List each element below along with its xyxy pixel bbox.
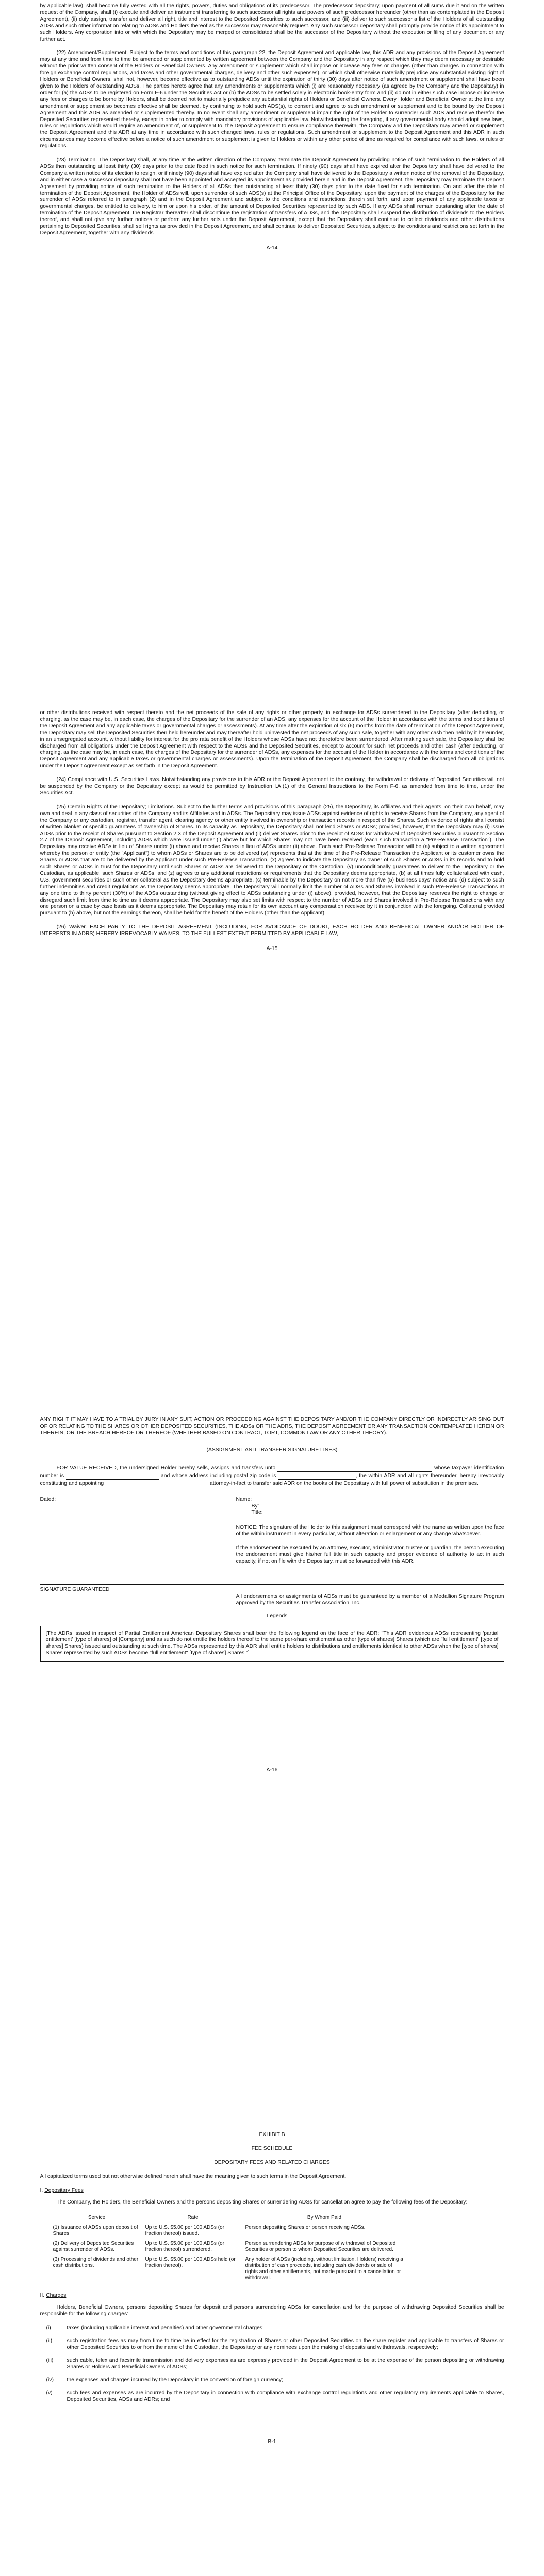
page-a16 [40, 1417, 504, 2124]
date-line[interactable] [57, 1497, 135, 1503]
section-title: Depositary Fees [44, 2187, 84, 2193]
list-item-label: (ii) [46, 2338, 53, 2344]
name-label: Name: [236, 1496, 252, 1502]
legends-label: Legends [267, 1613, 288, 1619]
table-cell-paid: Person surrendering ADSs for purpose of withdrawal of Deposited Securities or person to whom Deposited Securities are delivered. [243, 2239, 406, 2255]
list-item [40, 2325, 504, 2332]
list-item-label: (iv) [46, 2377, 54, 2383]
address-line[interactable] [278, 1473, 356, 1480]
paragraph-number: (23) [56, 157, 66, 163]
paragraph-number: (26) [56, 924, 66, 930]
name-block [236, 1497, 504, 1517]
signature-guaranteed-label: SIGNATURE GUARANTEED [40, 1586, 110, 1592]
title-label: Title: [251, 1510, 263, 1516]
list-item-text: such registration fees as may from time to time be in effect for the registration of Shares or other Deposited Securities on the share register and applicable to transfers of Shares or other Deposited Securities to or from the name of the Custodian, the Depositary or any nominees upon the making of deposits and withdrawals, respectively; [67, 2338, 504, 2350]
table-cell-paid: Any holder of ADSs (including, without limitation, Holders) receiving a distribution of cash proceeds, including cash dividends or sale of rights and other entitlements, not made pursuant to a cancellation or withdrawal. [243, 2255, 406, 2283]
exhibit-title: EXHIBIT B [259, 2132, 285, 2138]
service-text: Processing of dividends and other cash distributions. [53, 2257, 139, 2269]
section-number: I. [40, 2187, 43, 2193]
paragraph-title: Compliance with U.S. Securities Laws [68, 777, 159, 783]
legend-box: [The ADRs issued in respect of Partial Entitlement American Depositary Shares shall bear the following legend on the face of the ADR: "This ADR evidences ADSs representing 'partial entitlement' [type of shares] of [Company] and as such do not entitle the holders thereof to the same per-share entitlement as other [type of shares] Shares (which are "full entitlement" [type of shares] Shares) issued and outstanding at such time. The ADSs represented by this ADR shall entitle holders to distributions and entitlements identical to other ADSs when the [type of shares] Shares represented by such ADSs become "full entitlement" [type of shares] Shares."] [40, 1626, 504, 1662]
table-row [51, 2255, 406, 2283]
section-2-heading [40, 2293, 504, 2299]
table-cell-service [51, 2223, 143, 2239]
paragraph-23 [40, 157, 504, 237]
section-number: II. [40, 2293, 45, 2299]
table-cell-rate: Up to U.S. $5.00 per 100 ADSs held (or fraction thereof). [143, 2255, 243, 2283]
table-header-row [51, 2213, 406, 2223]
section-2-text: Holders, Beneficial Owners, persons depositing Shares for deposit and persons surrendering ADSs for cancellation and for the purpose of withdrawing Deposited Securities shall be responsible for the following charges: [40, 2304, 504, 2317]
paragraph-number: (25) [56, 804, 66, 810]
paragraph-22 [40, 50, 504, 150]
paragraph-text: . Notwithstanding any provisions in this ADR or the Deposit Agreement to the contrary, the withdrawal or delivery of Deposited Securities will not be suspended by the Company or the Depositary except as would be permitted by Instruction I.A.(1) of the General Instructions to the Form F-6, as amended from time to time, under the Securities Act. [40, 777, 504, 796]
page-number: A-15 [266, 946, 278, 952]
fees-table [51, 2213, 406, 2283]
paragraph-number: (24) [56, 777, 66, 783]
table-cell-paid: Person depositing Shares or person receiving ADSs. [243, 2223, 406, 2239]
taxpayer-id-line[interactable] [66, 1473, 159, 1480]
assignment-text-1: FOR VALUE RECEIVED, the undersigned Holder hereby sells, assigns and transfers unto [56, 1465, 276, 1471]
by-label: By: [251, 1503, 259, 1509]
list-item [40, 2338, 504, 2351]
assignment-text [40, 1464, 504, 1487]
list-item-text: such cable, telex and facsimile transmission and delivery expenses as are expressly provided in the Deposit Agreement to be at the expense of the person depositing or withdrawing Shares or Holders and Beneficial Owners of ADSs; [67, 2357, 504, 2370]
dated-block [40, 1497, 236, 1517]
paragraph-title: Waiver [69, 924, 86, 930]
paragraph-text: . Subject to the further terms and provisions of this paragraph (25), the Depositary, its Affiliates and their agents, on their own behalf, may own and deal in any class of securities of the Company and its Affiliates and in ADSs. The Depositary may issue ADSs against evidence of rights to receive Shares from the Company, any agent of the Company or any custodian, registrar, transfer agent, clearing agency or other entity involved in ownership or transaction records in respect of the Shares. Such evidence of rights shall consist of written blanket or specific guarantees of ownership of Shares. In its capacity as Depositary, the Depositary shall not lend Shares or ADSs; provided, however, that the Depositary may (i) issue ADSs prior to the receipt of Shares pursuant to Section 2.3 of the Deposit Agreement and (ii) deliver Shares prior to the receipt of ADSs for withdrawal of Deposited Securities pursuant to Section 2.7 of the Deposit Agreement, including ADSs which were issued under (i) above but for which Shares may not have been received (each such transaction a "Pre-Release Transaction"). The Depositary may receive ADSs in lieu of Shares under (i) above and receive Shares in lieu of ADSs under (ii) above. Each such Pre-Release Transaction will be (a) subject to a written agreement whereby the person or entity (the "Applicant") to whom ADSs or Shares are to be delivered (w) represents that at the time of the Pre-Release Transaction the Applicant or its customer owns the Shares or ADSs that are to be delivered by the Applicant under such Pre-Release Transaction, (x) agrees to indicate the Depositary as owner of such Shares or ADSs in its records and to hold such Shares or ADSs in trust for the Depositary until such Shares or ADSs are delivered to the Depositary or the Custodian, (y) unconditionally guarantees to deliver to the Depositary or the Custodian, as applicable, such Shares or ADSs, and (z) agrees to any additional restrictions or requirements that the Depositary deems appropriate, (b) at all times fully collateralized with cash, U.S. government securities or such other collateral as the Depositary deems appropriate, (c) terminable by the Depositary on not more than five (5) business days' notice and (d) subject to such further indemnities and credit regulations as the Depositary deems appropriate. The Depositary will normally limit the number of ADSs and Shares involved in such Pre-Release Transactions at any one time to thirty percent (30%) of the ADSs outstanding (without giving effect to ADSs outstanding under (i) above), provided, however, that the Depositary reserves the right to change or disregard such limit from time to time as it deems appropriate. The Depositary may also set limits with respect to the number of ADSs and Shares involved in Pre-Release Transactions with any one person on a case by case basis as it deems appropriate. The Depositary may retain for its own account any compensation received by it in conjunction with the foregoing. Collateral provided pursuant to (b) above, but not the earnings thereon, shall be held for the benefit of the Holders (other than the Applicant). [40, 804, 504, 917]
list-item [40, 2377, 504, 2384]
endorsement-notice: If the endorsement be executed by an attorney, executor, administrator, trustee or guardian, the person executing the endorsement must give his/her full title in such capacity and proper evidence of authority to act in such capacity, if not on file with the Depositary, must be forwarded with this ADR. [236, 1545, 504, 1564]
assignment-text-3: and whose address including postal zip code is [160, 1472, 276, 1479]
list-item-label: (v) [46, 2389, 53, 2396]
table-cell-service [51, 2255, 143, 2283]
table-cell-rate: Up to U.S. $5.00 per 100 ADSs (or fraction thereof) issued. [143, 2223, 243, 2239]
section-1-heading [40, 2188, 504, 2194]
assignment-text-5: attorney-in-fact to transfer said ADR on the books of the Depositary with full power of substitution in the premises. [209, 1480, 479, 1486]
depositary-fees-title: DEPOSITARY FEES AND RELATED CHARGES [214, 2159, 330, 2165]
fees-intro: All capitalized terms used but not otherwise defined herein shall have the meaning given to such terms in the Deposit Agreement. [40, 2173, 347, 2179]
page-b1 [40, 2124, 504, 2576]
paragraph-number: (22) [56, 50, 66, 56]
list-item-text: such fees and expenses as are incurred by the Depositary in connection with compliance with exchange control regulations and other regulatory requirements applicable to Shares, Deposited Securities, ADSs and ADRs; and [67, 2389, 504, 2402]
column-header: Rate [143, 2213, 243, 2223]
page-number: B-1 [268, 2439, 276, 2445]
table-cell-service [51, 2239, 143, 2255]
signature-guaranteed-block [40, 1579, 504, 1594]
list-item-label: (iii) [46, 2357, 54, 2363]
list-item-text: taxes (including applicable interest and penalties) and other governmental charges; [67, 2325, 264, 2331]
list-item [40, 2390, 504, 2403]
assignment-text-2: whose taxpayer identification number is [40, 1465, 504, 1479]
column-header: By Whom Paid [243, 2213, 406, 2223]
paragraph-title: Certain Rights of the Depositary; Limitations [68, 804, 174, 810]
row-number: (2) [53, 2241, 59, 2247]
paragraph-text: . EACH PARTY TO THE DEPOSIT AGREEMENT (INCLUDING, FOR AVOIDANCE OF DOUBT, EACH HOLDER AND BENEFICIAL OWNER AND/OR HOLDER OF INTERESTS IN ADRS) HEREBY IRREVOCABLY WAIVES, TO THE FULLEST EXTENT PERMITTED BY APPLICABLE LAW, [40, 924, 504, 937]
assignee-name-line[interactable] [277, 1466, 432, 1472]
fee-schedule-title: FEE SCHEDULE [251, 2145, 293, 2151]
attorney-line[interactable] [105, 1481, 208, 1487]
paragraph-text: . The Depositary shall, at any time at the written direction of the Company, terminate the Deposit Agreement by providing notice of such termination to the Holders of all ADSs then outstanding at least thirty (30) days prior to the date fixed in such notice for such termination. If ninety (90) days shall have expired after the Depositary shall have delivered to the Company a written notice of its election to resign, or if ninety (90) days shall have expired after the Company shall have delivered to the Depositary a written notice of the removal of the Depositary, and in either case a successor depositary shall not have been appointed and accepted its appointment as provided herein and in the Deposit Agreement, the Depositary may terminate the Deposit Agreement by providing notice of such termination to the Holders of all ADSs then outstanding at least thirty (30) days prior to the date fixed for such termination. On and after the date of termination of the Deposit Agreement, the Holder of ADSs will, upon surrender of such ADS(s) at the Principal Office of the Depositary, upon the payment of the charges of the Depositary for the surrender of ADSs referred to in paragraph (2) and in the Deposit Agreement and subject to the conditions and restrictions therein set forth, and upon payment of any applicable taxes or governmental charges, be entitled to delivery, to him or upon his order, of the amount of Deposited Securities represented by such ADS. If any ADSs shall remain outstanding after the date of termination of the Deposit Agreement, the Registrar thereafter shall discontinue the registration of transfers of ADSs, and the Depositary shall suspend the distribution of dividends to the Holders thereof, and shall not give any further notices or perform any further acts under the Deposit Agreement, except that the Depositary shall continue to collect dividends and other distributions pertaining to Deposited Securities, shall sell rights as provided in the Deposit Agreement, and shall continue to deliver Deposited Securities, subject to the conditions and restrictions set forth in the Deposit Agreement, together with any dividends [40, 157, 504, 236]
paragraph-24 [40, 777, 504, 797]
page-a15 [40, 710, 504, 1417]
signature-block [40, 1497, 504, 1517]
table-row [51, 2239, 406, 2255]
page-number: A-16 [266, 1767, 278, 1773]
guarantee-line[interactable] [40, 1579, 504, 1585]
table-cell-rate: Up to U.S. $5.00 per 100 ADSs (or fraction thereof) surrendered. [143, 2239, 243, 2255]
medallion-notice: All endorsements or assignments of ADSs must be guaranteed by a member of a Medallion Signature Program approved by the Securities Transfer Association, Inc. [236, 1593, 504, 1606]
paragraph-21-continued: by applicable law), shall become fully vested with all the rights, powers, duties and obligations of its predecessor. The predecessor depositary, upon payment of all sums due it and on the written request of the Company, shall (i) execute and deliver an instrument transferring to such successor all rights and powers of such predecessor hereunder (other than as contemplated in the Deposit Agreement), (ii) duly assign, transfer and deliver all right, title and interest to the Deposited Securities to such successor, and (iii) deliver to such successor a list of the Holders of all outstanding ADSs and such other information relating to ADSs and Holders thereof as the successor may reasonably request. Any such successor depositary shall promptly provide notice of its appointment to such Holders. Any corporation into or with which the Depositary may be merged or consolidated shall be the successor of the Depositary without the execution or filing of any document or any further act. [40, 3, 504, 42]
section-title: Charges [46, 2293, 67, 2299]
paragraph-title: Termination [68, 157, 96, 163]
page-a14 [40, 3, 504, 710]
row-number: (1) [53, 2225, 59, 2231]
section-1-text: The Company, the Holders, the Beneficial Owners and the persons depositing Shares or surrendering ADSs for cancellation agree to pay the following fees of the Depositary: [56, 2199, 468, 2205]
column-header: Service [51, 2213, 143, 2223]
dated-label: Dated: [40, 1496, 56, 1502]
table-row [51, 2223, 406, 2239]
service-text: Issuance of ADSs upon deposit of Shares. [53, 2225, 138, 2237]
paragraph-text: . Subject to the terms and conditions of this paragraph 22, the Deposit Agreement and applicable law, this ADR and any provisions of the Deposit Agreement may at any time and from time to time be amended or supplemented by written agreement between the Company and the Depositary in any respect which they may deem necessary or desirable without the prior written consent of the Holders or Beneficial Owners. Any amendment or supplement which shall impose or increase any fees or charges (other than charges in connection with foreign exchange control regulations, and taxes and other governmental charges, delivery and other such expenses), or which shall otherwise materially prejudice any substantial existing right of Holders or Beneficial Owners, shall not, however, become effective as to outstanding ADSs until the expiration of thirty (30) days after notice of such amendment or supplement shall have been given to the Holders of outstanding ADSs. The parties hereto agree that any amendments or supplements which (i) are reasonably necessary (as agreed by the Company and the Depositary) in order for (a) the ADSs to be registered on Form F-6 under the Securities Act or (b) the ADSs to be settled solely in electronic book-entry form and (ii) do not in either such case impose or increase any fees or charges to be borne by Holders, shall be deemed not to materially prejudice any substantial rights of Holders or Beneficial Owners. Every Holder and Beneficial Owner at the time any amendment or supplement so becomes effective shall be deemed, by continuing to hold such ADS(s), to consent and agree to such amendment or supplement and to be bound by the Deposit Agreement and this ADR as amended or supplemented thereby. In no event shall any amendment or supplement impair the right of the Holder to surrender such ADS and receive therefor the Deposited Securities represented thereby, except in order to comply with mandatory provisions of applicable law. Notwithstanding the foregoing, if any governmental body should adopt new laws, rules or regulations which would require an amendment of, or supplement to, the Deposit Agreement to ensure compliance therewith, the Company and the Depositary may amend or supplement the Deposit Agreement and this ADR at any time in accordance with such changed laws, rules or regulations. Such amendment or supplement to the Deposit Agreement and this ADR in such circumstances may become effective before a notice of such amendment or supplement is given to Holders or within any other period of time as required for compliance with such laws, or rules or regulations. [40, 50, 504, 149]
service-text: Delivery of Deposited Securities against surrender of ADSs. [53, 2241, 134, 2253]
list-item [40, 2358, 504, 2371]
paragraph-26 [40, 924, 504, 938]
document [40, 0, 504, 2576]
paragraph-title: Amendment/Supplement [67, 50, 127, 56]
paragraph-23-continued: or other distributions received with respect thereto and the net proceeds of the sale of any rights or other property, in exchange for ADSs surrendered to the Depositary (after deducting, or charging, as the case may be, in each case, the charges of the Depositary for the surrender of an ADS, any expenses for the account of the Holder in accordance with the terms and conditions of the Deposit Agreement and any applicable taxes or governmental charges or assessments). At any time after the expiration of six (6) months from the date of termination of the Deposit Agreement, the Depositary may sell the Deposited Securities then held hereunder and may thereafter hold uninvested the net proceeds of any such sale, together with any other cash then held by it hereunder, in an unsegregated account, without liability for interest for the pro rata benefit of the Holders whose ADSs have not theretofore been surrendered. After making such sale, the Depositary shall be discharged from all obligations under the Deposit Agreement with respect to the ADSs and the Deposited Securities, except to account for such net proceeds and other cash (after deducting, or charging, as the case may be, in each case, the charges of the Depositary for the surrender of ADSs, any expenses for the account of the Holder in accordance with the terms and conditions of the Deposit Agreement and any applicable taxes or governmental charges or assessments). Upon the termination of the Deposit Agreement, the Company shall be discharged from all obligations under the Deposit Agreement except as set forth in the Deposit Agreement. [40, 710, 504, 769]
name-line[interactable] [253, 1497, 449, 1503]
row-number: (3) [53, 2257, 59, 2263]
list-item-label: (i) [46, 2325, 51, 2331]
list-item-text: the expenses and charges incurred by the Depositary in the conversion of foreign currency; [67, 2377, 283, 2383]
assignment-text-4: , the within ADR and all rights thereunder, hereby irrevocably constituting and appointing [40, 1472, 504, 1486]
charges-list [40, 2325, 504, 2403]
signature-notice: NOTICE: The signature of the Holder to this assignment must correspond with the name as written upon the face of the within instrument in every particular, without alteration or enlargement or any change whatsoever. [236, 1524, 504, 1537]
waiver-continued: ANY RIGHT IT MAY HAVE TO A TRIAL BY JURY IN ANY SUIT, ACTION OR PROCEEDING AGAINST THE DEPOSITARY AND/OR THE COMPANY DIRECTLY OR INDIRECTLY ARISING OUT OF OR RELATING TO THE SHARES OR OTHER DEPOSITED SECURITIES, THE ADSs OR THE ADRS, THE DEPOSIT AGREEMENT OR ANY TRANSACTION CONTEMPLATED HEREIN OR THEREIN, OR THE BREACH HEREOF OR THEREOF (WHETHER BASED ON CONTRACT, TORT, COMMON LAW OR ANY OTHER THEORY). [40, 1417, 504, 1436]
page-number: A-14 [266, 245, 278, 251]
paragraph-25 [40, 804, 504, 917]
assignment-heading: (ASSIGNMENT AND TRANSFER SIGNATURE LINES) [206, 1447, 338, 1453]
